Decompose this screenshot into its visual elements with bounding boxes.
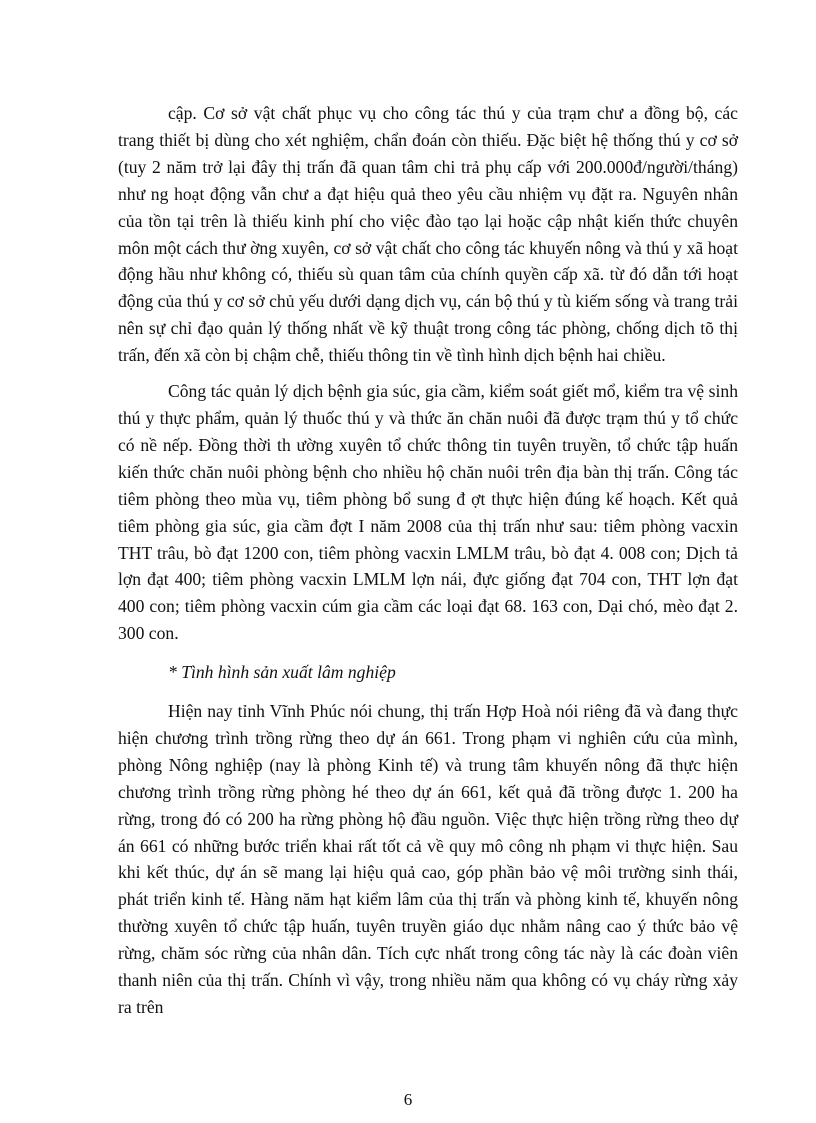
section-heading-forestry: * Tình hình sản xuất lâm nghiệp — [168, 662, 396, 683]
paragraph-disease-management: Công tác quản lý dịch bệnh gia súc, gia cầm, kiểm soát giết mổ, kiểm tra vệ sinh thú y thực phẩm, quản lý thuốc thú y và thức ăn chăn nuôi đã được trạm thú y tổ chức có nề nếp. Đồng thời th ường xuyên tổ chức thông tin tuyên truyền, tổ chức tập huấn kiến thức chăn nuôi phòng bệnh cho nhiều hộ chăn nuôi trên địa bàn thị trấn. Công tác tiêm phòng theo mùa vụ, tiêm phòng bổ sung đ ợt thực hiện đúng kế hoạch. Kết quả tiêm phòng gia súc, gia cầm đợt I năm 2008 của thị trấn như sau: tiêm phòng vacxin THT trâu, bò đạt 1200 con, tiêm phòng vacxin LMLM trâu, bò đạt 4. 008 con; Dịch tả lợn đạt 400; tiêm phòng vacxin LMLM lợn nái, đực giống đạt 704 con, THT lợn đạt 400 con; tiêm phòng vacxin cúm gia cầm các loại đạt 68. 163 con, Dại chó, mèo đạt 2. 300 con. — [118, 381, 738, 644]
page-number: 6 — [403, 1090, 413, 1109]
paragraph-veterinary-infrastructure: cập. Cơ sở vật chất phục vụ cho công tác thú y của trạm chư a đồng bộ, các trang thiết bị dùng cho xét nghiệm, chẩn đoán còn thiếu. Đặc biệt hệ thống thú y cơ sở (tuy 2 năm trở lại đây thị trấn đã quan tâm chi trả phụ cấp với 200.000đ/người/tháng) như ng hoạt động vẫn chư a đạt hiệu quả theo yêu cầu nhiệm vụ đặt ra. Nguyên nhân của tồn tại trên là thiếu kinh phí cho việc đào tạo lại hoặc cập nhật kiến thức chuyên môn một cách thư ờng xuyên, cơ sở vật chất cho công tác khuyến nông và thú y xã hoạt động hầu như không có, thiếu sù quan tâm của chính quyền cấp xã. từ đó dẫn tới hoạt động của thú y cơ sở chủ yếu dưới dạng dịch vụ, cán bộ thú y tù kiếm sống và trang trải nên sự chỉ đạo quản lý thống nhất về kỹ thuật trong công tác phòng, chống dịch tõ thị trấn, đến xã còn bị chậm chễ, thiếu thông tin về tình hình dịch bệnh hai chiều. — [118, 103, 738, 366]
paragraph-forestry-production: Hiện nay tỉnh Vĩnh Phúc nói chung, thị trấn Hợp Hoà nói riêng đã và đang thực hiện chương trình trồng rừng theo dự án 661. Trong phạm vi nghiên cứu của mình, phòng Nông nghiệp (nay là phòng Kinh tế) và trung tâm khuyến nông đã thực hiện chương trình trồng rừng phòng hé theo dự án 661, kết quả đã trồng được 1. 200 ha rừng, trong đó có 200 ha rừng phòng hộ đầu nguồn. Việc thực hiện trồng rừng theo dự án 661 có những bước triển khai rất tốt cả về quy mô công nh phạm vi thực hiện. Sau khi kết thúc, dự án sẽ mang lại hiệu quả cao, góp phần bảo vệ môi trường sinh thái, phát triển kinh tế. Hàng năm hạt kiểm lâm của thị trấn và phòng kinh tế, khuyến nông thường xuyên tổ chức tập huấn, tuyên truyền giáo dục nhằm nâng cao ý thức bảo vệ rừng, chăm sóc rừng của nhân dân. Tích cực nhất trong công tác này là các đoàn viên thanh niên của thị trấn. Chính vì vậy, trong nhiều năm qua không có vụ cháy rừng xảy ra trên — [118, 701, 738, 1017]
document-page — [118, 100, 738, 1021]
